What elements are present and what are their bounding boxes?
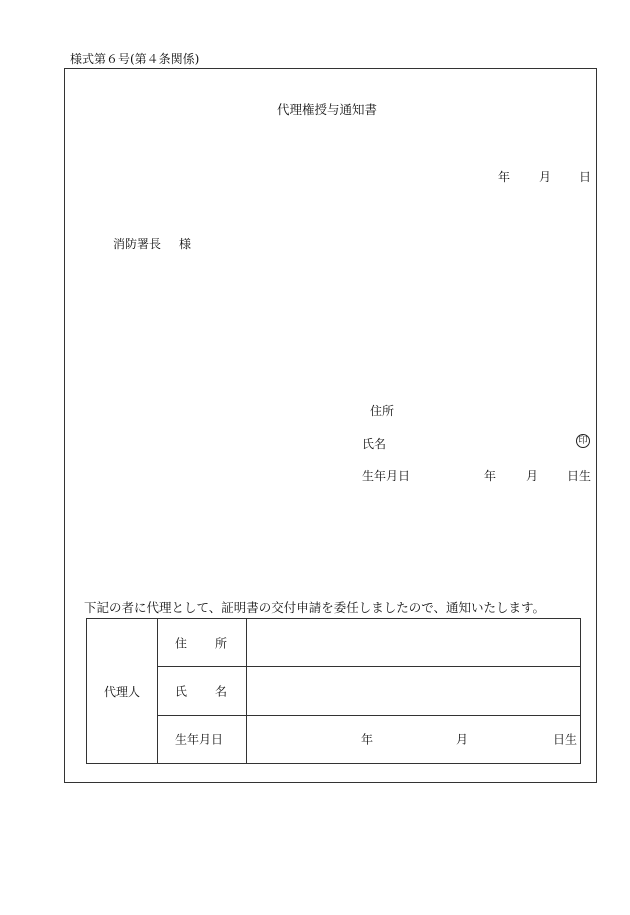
- agent-dob-year: 年: [361, 732, 374, 747]
- addressee-name: 消防署長: [113, 237, 162, 251]
- applicant-dob-year: 年: [484, 469, 497, 483]
- date-month-label: 月: [539, 170, 552, 184]
- agent-address-field[interactable]: [247, 619, 581, 667]
- agent-name-char2: 名: [215, 684, 228, 699]
- date-year-label: 年: [498, 170, 511, 184]
- agent-name-field[interactable]: [247, 667, 581, 715]
- agent-dob-month: 月: [456, 732, 469, 747]
- applicant-dob-month: 月: [526, 469, 539, 483]
- form-number: 様式第６号(第４条関係): [70, 52, 200, 66]
- agent-table: [86, 618, 581, 764]
- agent-dob-field[interactable]: [247, 715, 581, 763]
- agent-dob-label: 生年月日: [175, 732, 224, 747]
- agent-dob-label-cell: [158, 715, 247, 763]
- agent-address-char1: 住: [175, 636, 188, 651]
- date-day-label: 日: [579, 170, 592, 184]
- agent-dob-day: 日生: [553, 732, 578, 747]
- agent-name-label: [158, 667, 247, 715]
- agent-name-row: [87, 667, 581, 715]
- applicant-dob-day: 日生: [567, 469, 592, 483]
- agent-row-header: 代理人: [87, 619, 158, 764]
- applicant-name-label: 氏名: [362, 437, 387, 451]
- document-title: 代理権授与通知書: [277, 102, 378, 117]
- agent-dob-row: [87, 715, 581, 763]
- agent-address-char2: 所: [215, 636, 228, 651]
- delegation-statement: 下記の者に代理として、証明書の交付申請を委任しましたので、通知いたします。: [84, 600, 546, 615]
- agent-address-row: [87, 619, 581, 667]
- seal-mark-icon: 印: [576, 434, 590, 448]
- applicant-dob-label: 生年月日: [362, 469, 411, 483]
- addressee-honorific: 様: [179, 237, 192, 251]
- agent-address-label: [158, 619, 247, 667]
- agent-name-char1: 氏: [175, 684, 188, 699]
- applicant-address-label: 住所: [370, 404, 395, 418]
